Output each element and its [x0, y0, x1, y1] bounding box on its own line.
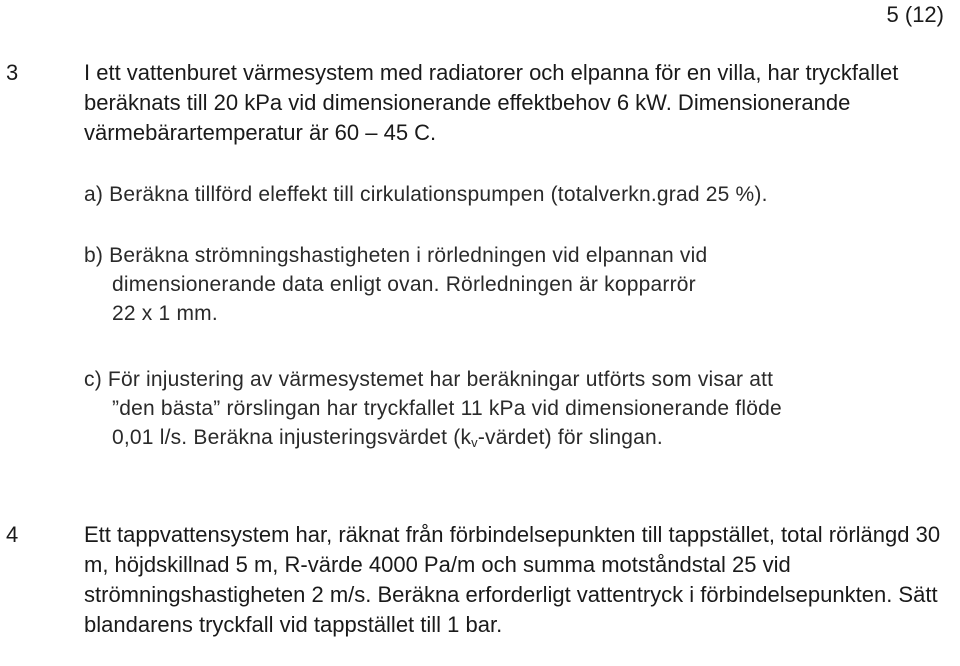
problem-3-number: 3 [6, 60, 19, 85]
subitem-b-line-3: 22 x 1 mm. [112, 302, 218, 325]
problem-3-subitem-c [84, 365, 956, 457]
subitem-b-line-1: b) Beräkna strömningshastigheten i rörledningen vid elpannan vid [84, 244, 708, 267]
subitem-c-line-3-before: 0,01 l/s. Beräkna injusteringsvärdet (k [112, 426, 472, 449]
problem-4-number: 4 [6, 522, 19, 547]
problem-3-subitem-a [84, 180, 956, 209]
subitem-c-line-3-after: -värdet) för slingan. [477, 426, 663, 449]
subitem-c-line-3 [84, 423, 956, 457]
subitem-c-line-2: ”den bästa” rörslingan har tryckfallet 11 kPa vid dimensionerande flöde [112, 397, 782, 420]
problem-3-text: I ett vattenburet värmesystem med radiatorer och elpanna för en villa, har tryckfallet beräknats till 20 kPa vid dimensionerande effektbehov 6 kW. Dimensionerande värmebärartemperatur är 60 – 45 C. [84, 60, 899, 145]
problem-3-subitem-b [84, 241, 956, 328]
problem-4-text: Ett tappvattensystem har, räknat från förbindelsepunkten till tappstället, total rörlängd 30 m, höjdskillnad 5 m, R-värde 4000 Pa/m och summa motståndstal 25 vid strömningshastigheten 2 m/s. Beräkna erforderligt vattentryck i förbindelsepunkten. Sätt blandarens tryckfall vid tappstället till 1 bar. [84, 522, 941, 637]
subitem-a-text: a) Beräkna tillförd eleffekt till cirkulationspumpen (totalverkn.grad 25 %). [84, 183, 768, 206]
subitem-c-line-1: c) För injustering av värmesystemet har beräkningar utförts som visar att [84, 368, 774, 391]
kv-subscript: v [471, 435, 478, 450]
page-number: 5 (12) [886, 2, 944, 27]
subitem-b-line-2: dimensionerande data enligt ovan. Rörledningen är kopparrör [112, 273, 696, 296]
